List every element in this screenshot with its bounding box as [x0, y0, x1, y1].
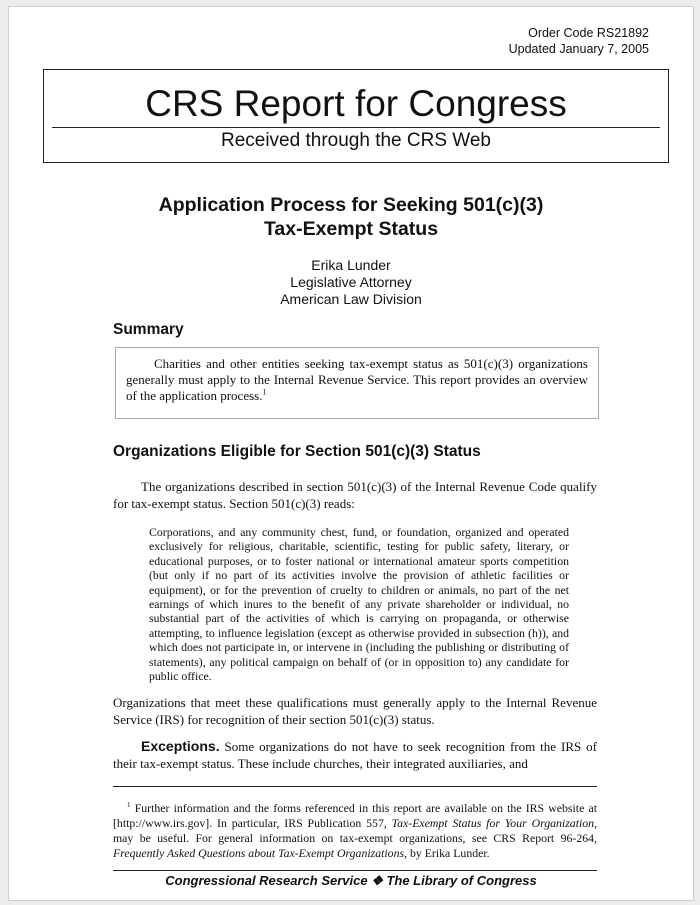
author-name: Erika Lunder	[311, 257, 391, 273]
summary-paragraph	[126, 356, 588, 404]
footnote-text-1: Further information and the forms referenced in this report are available on the IRS website at [http://www.irs.gov]. In particular, IRS Publication 557,	[113, 801, 597, 830]
summary-box	[115, 347, 599, 419]
footnote-divider	[113, 786, 597, 787]
report-banner	[43, 69, 669, 163]
page-footer: Congressional Research Service ❖ The Library of Congress	[165, 873, 537, 888]
author-title: Legislative Attorney	[290, 274, 412, 290]
exceptions-label: Exceptions.	[141, 738, 220, 754]
title-line-2: Tax-Exempt Status	[263, 218, 439, 240]
exceptions-paragraph	[113, 738, 597, 772]
author-block	[9, 257, 693, 308]
exceptions-text: Some organizations do not have to seek recognition from the IRS of their tax-exempt status. These include churches, their integrated auxiliaries, and	[113, 739, 597, 771]
section-heading: Organizations Eligible for Section 501(c)(3) Status	[113, 443, 481, 460]
footnote-text-3: , by Erika Lunder.	[404, 846, 490, 860]
author-division: American Law Division	[280, 291, 422, 307]
footnote-italic-1: Tax-Exempt Status for Your Organization	[391, 816, 595, 830]
page-footer-divider	[113, 870, 597, 871]
section-paragraph-1: The organizations described in section 501(c)(3) of the Internal Revenue Code qualify for tax-exempt status. Section 501(c)(3) reads:	[113, 479, 597, 511]
order-code-block	[509, 25, 649, 57]
updated-date: Updated January 7, 2005	[508, 42, 649, 56]
banner-divider	[52, 127, 660, 128]
order-code: Order Code RS21892	[528, 26, 649, 40]
footnote-number: 1	[127, 801, 131, 810]
section-paragraph-2: Organizations that meet these qualifications must generally apply to the Internal Revenue Service (IRS) for recognition of their section 501(c)(3) status.	[113, 695, 597, 727]
footnote	[113, 801, 597, 861]
banner-subtitle: Received through the CRS Web	[220, 130, 492, 151]
banner-title: CRS Report for Congress	[145, 83, 567, 124]
document-title	[49, 193, 653, 241]
title-line-1: Application Process for Seeking 501(c)(3)	[158, 194, 544, 216]
document-page	[8, 6, 694, 901]
statute-quote: Corporations, and any community chest, fund, or foundation, organized and operated exclusively for religious, charitable, scientific, testing for public safety, literary, or educational purposes, or to foster national or international amateur sports competition (but only if no part of its activities involve the provision of athletic facilities or equipment), or for the prevention of cruelty to children or animals, no part of the net earnings of which inures to the benefit of any private shareholder or individual, no substantial part of the activities of which is carrying on propaganda, or otherwise attempting, to influence legislation (except as otherwise provided in subsection (h)), and which does not participate in, or intervene in (including the publishing or distributing of statements), any political campaign on behalf of (or in opposition to) any candidate for public office.	[149, 525, 569, 684]
summary-footnote-ref: 1	[262, 387, 267, 397]
footnote-italic-2: Frequently Asked Questions about Tax-Exempt Organizations	[113, 846, 405, 860]
footnote-text-2: , may be useful. For general information on tax-exempt organizations, see CRS Report 96-264,	[113, 816, 598, 845]
summary-heading: Summary	[113, 321, 184, 338]
summary-text: Charities and other entities seeking tax-exempt status as 501(c)(3) organizations generally must apply to the Internal Revenue Service. This report provides an overview of the application process.	[126, 356, 588, 403]
